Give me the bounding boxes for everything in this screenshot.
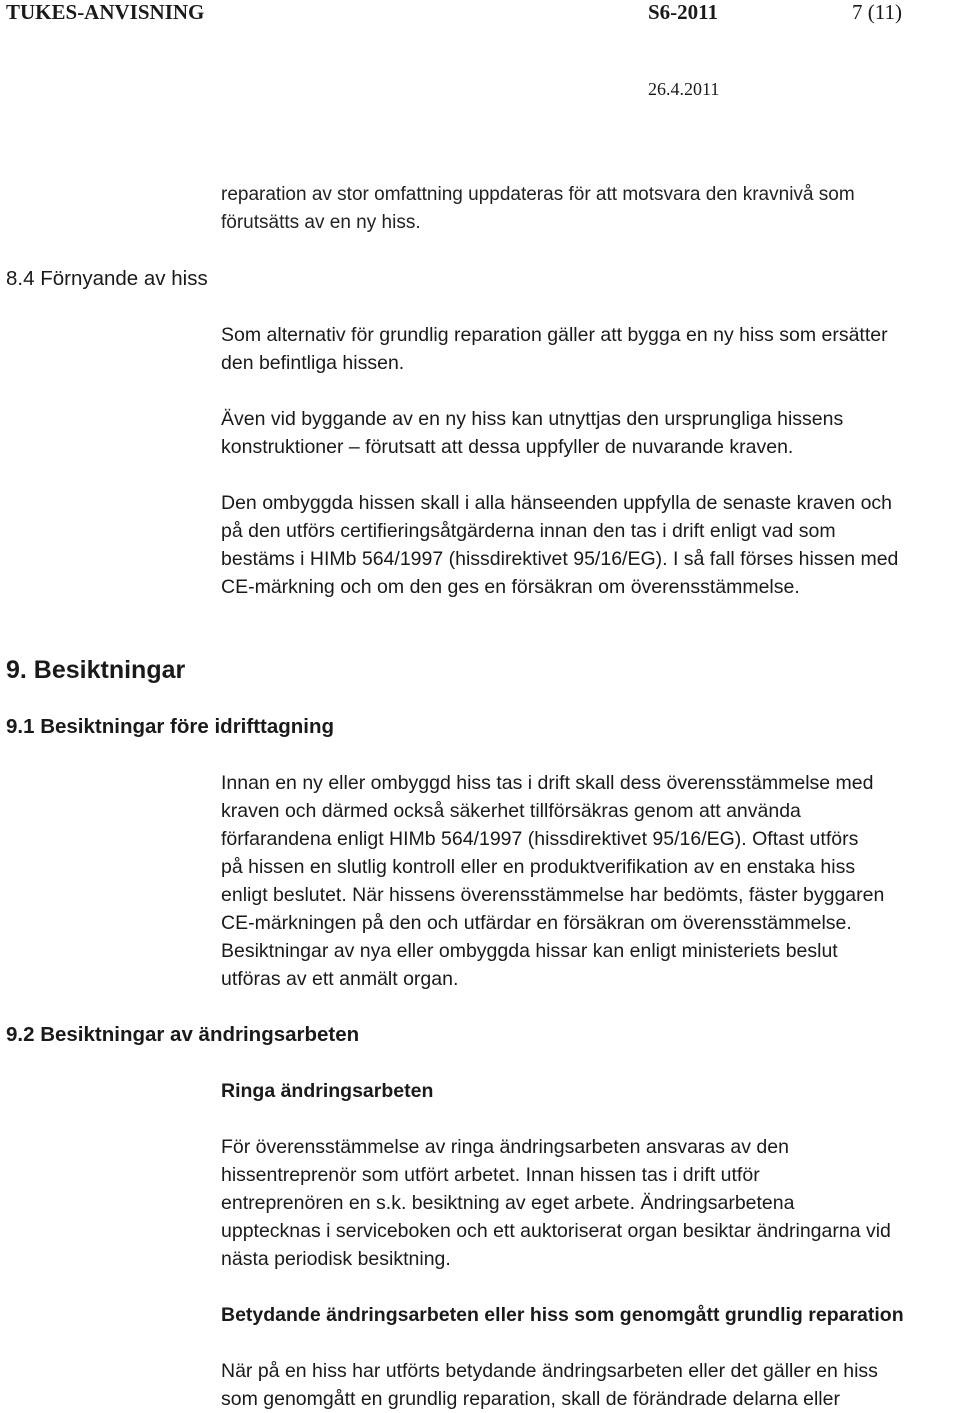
intro-paragraph [221,181,959,237]
text-line: Den ombyggda hissen skall i alla hänseenden uppfylla de senaste kraven och [221,492,893,514]
document-code: S6-2011 [648,0,719,24]
section-heading-9-1: 9.1 Besiktningar före idrifttagning [6,715,335,738]
text-line: utföras av ett anmält organ. [221,968,459,990]
text-line: Besiktningar av nya eller ombyggda hissar kan enligt ministeriets beslut [221,940,838,962]
section-heading-9-2: 9.2 Besiktningar av ändringsarbeten [6,1023,360,1046]
paragraph [221,1357,959,1413]
text-line: CE-märkningen på den och utfärdar en försäkran om överensstämmelse. [221,912,852,934]
page-number: 7 (11) [852,0,902,24]
text-line: förfarandena enligt HIMb 564/1997 (hissdirektivet 95/16/EG). Oftast utförs [221,828,859,850]
subheading-major-changes: Betydande ändringsarbeten eller hiss som genomgått grundlig reparation [221,1304,904,1326]
text-line: enligt beslutet. När hissens överensstämmelse har bedömts, fäster byggaren [221,884,885,906]
text-line: kraven och därmed också säkerhet tillförsäkras genom att använda [221,800,801,822]
text-line: upptecknas i serviceboken och ett auktoriserat organ besiktar ändringarna vid [221,1220,891,1242]
paragraph [221,405,959,461]
text-line: den befintliga hissen. [221,352,405,374]
text-line: nästa periodisk besiktning. [221,1248,451,1270]
text-line: konstruktioner – förutsatt att dessa uppfyller de nuvarande kraven. [221,436,794,458]
text-line: bestäms i HIMb 564/1997 (hissdirektivet 95/16/EG). I så fall förses hissen med [221,548,899,570]
text-line: För överensstämmelse av ringa ändringsarbeten ansvaras av den [221,1136,789,1158]
text-line: som genomgått en grundlig reparation, skall de förändrade delarna eller [221,1388,840,1410]
section-heading-8-4: 8.4 Förnyande av hiss [6,267,208,290]
text-line: reparation av stor omfattning uppdateras för att motsvara den kravnivå som [221,184,855,205]
text-line: Som alternativ för grundlig reparation gäller att bygga en ny hiss som ersätter [221,324,888,346]
text-line: Innan en ny eller ombyggd hiss tas i drift skall dess överensstämmelse med [221,772,874,794]
document-type: TUKES-ANVISNING [6,0,205,24]
text-line: hissentreprenör som utfört arbetet. Innan hissen tas i drift utför [221,1164,760,1186]
paragraph [221,769,959,993]
text-line: förutsätts av en ny hiss. [221,212,421,233]
text-line: på den utförs certifieringsåtgärderna innan den tas i drift enligt vad som [221,520,836,542]
text-line: När på en hiss har utförts betydande ändringsarbeten eller det gäller en hiss [221,1360,878,1382]
text-line: på hissen en slutlig kontroll eller en produktverifikation av en enstaka hiss [221,856,856,878]
subheading-minor-changes: Ringa ändringsarbeten [221,1080,434,1102]
section-heading-9: 9. Besiktningar [6,656,186,684]
text-line: entreprenören en s.k. besiktning av eget arbete. Ändringsarbetena [221,1192,795,1214]
text-line: Även vid byggande av en ny hiss kan utnyttjas den ursprungliga hissens [221,408,844,430]
paragraph [221,1133,959,1273]
document-date: 26.4.2011 [648,79,720,99]
paragraph [221,489,959,601]
text-line: CE-märkning och om den ges en försäkran om överensstämmelse. [221,576,800,598]
paragraph [221,321,959,377]
